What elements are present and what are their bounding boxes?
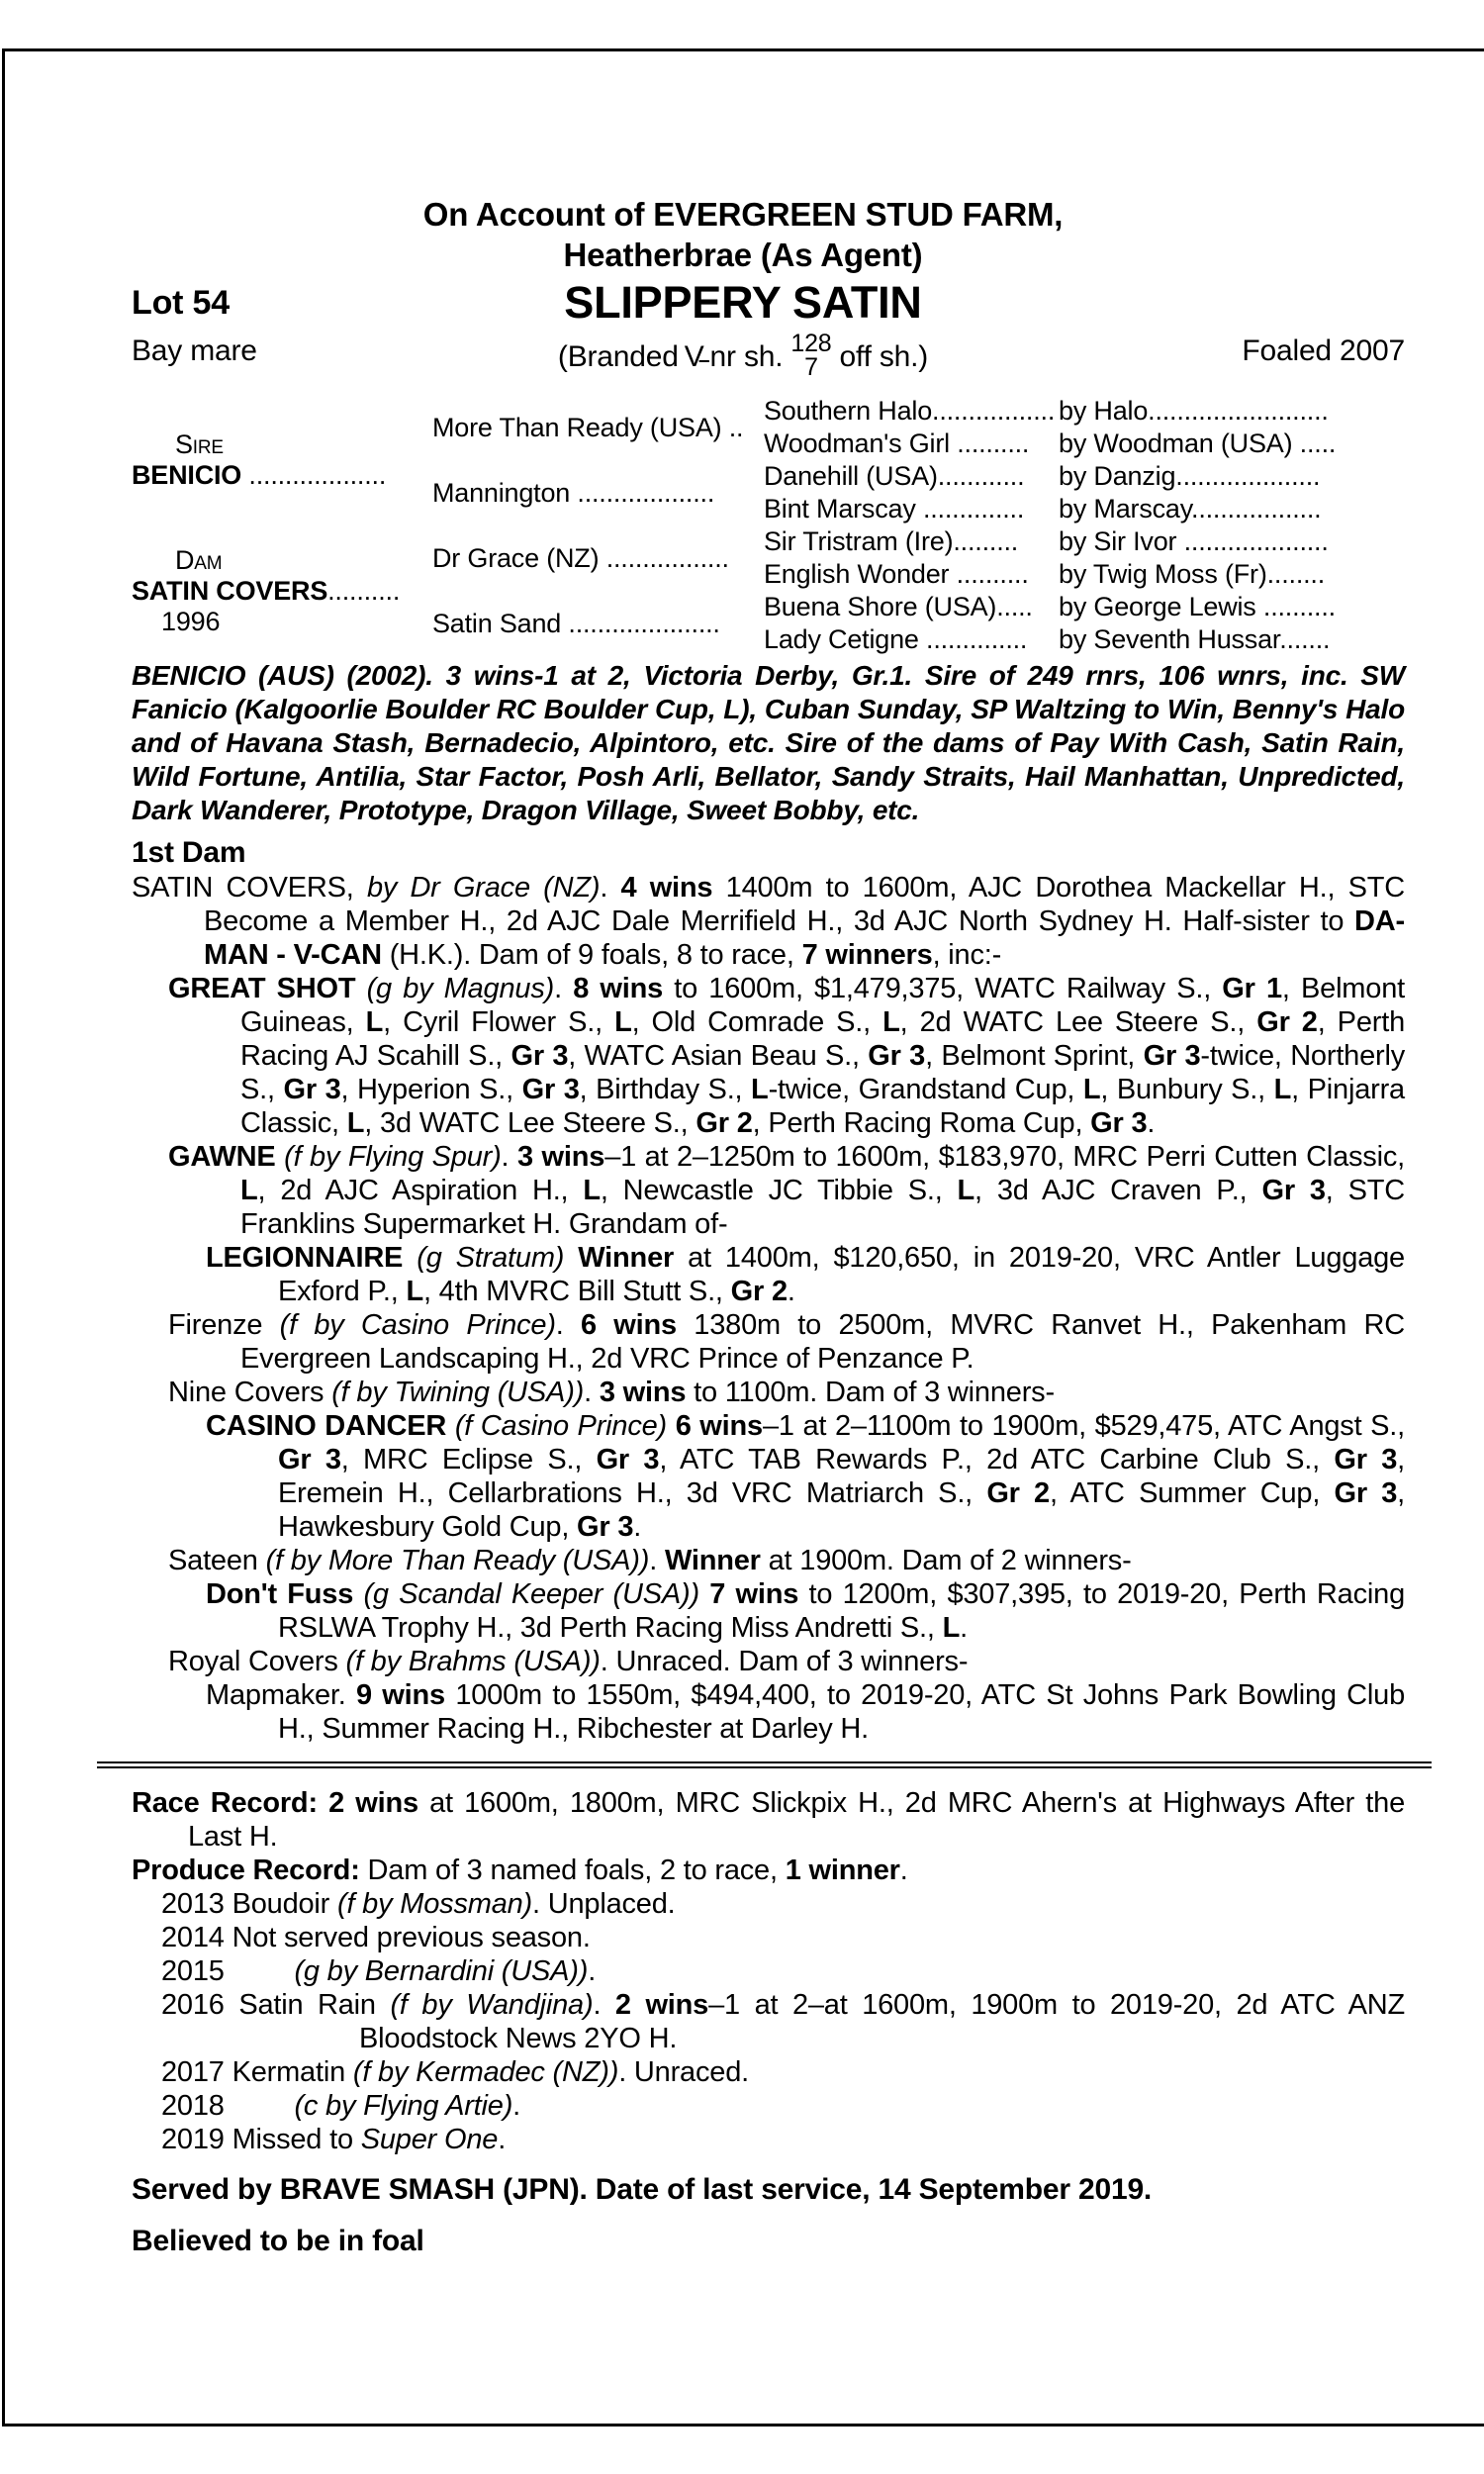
produce-entry: 2019 Missed to Super One. <box>161 2124 507 2155</box>
pedigree-gen3-item: Bint Marscay .............. <box>764 494 1025 523</box>
service-note: Served by BRAVE SMASH (JPN). Date of last service, 14 September 2019. <box>132 2173 1153 2206</box>
pedigree-table <box>132 395 1405 656</box>
dam-entry: Royal Covers (f by Brahms (USA)). Unraced. Dam of 3 winners- <box>168 1646 969 1677</box>
dam-entry: Don't Fuss (g Scandal Keeper (USA)) 7 wins to 1200m, $307,395, to 2019-20, Perth Racing RSLWA Trophy H., 3d Perth Racing Miss Andretti S., L. <box>206 1578 1405 1644</box>
dam-year: 1996 <box>161 606 221 636</box>
pedigree-gen4-item: by Twig Moss (Fr)........ <box>1059 559 1326 589</box>
brand-suffix: off sh.) <box>839 339 929 373</box>
section-divider <box>97 1761 1432 1768</box>
produce-entry: 2014 Not served previous season. <box>161 1922 591 1953</box>
sire-name: BENICIO ................... <box>132 460 387 490</box>
pedigree-gen2-item: Mannington ................... <box>432 477 715 508</box>
pedigree-gen4-item: by Halo......................... <box>1059 396 1329 426</box>
foal-status: Believed to be in foal <box>132 2225 424 2257</box>
description-row <box>5 327 1481 406</box>
first-dam-heading: 1st Dam <box>132 836 246 869</box>
dam-entry: CASINO DANCER (f Casino Prince) 6 wins–1 at 2–1100m to 1900m, $529,475, ATC Angst S., Gr 3, MRC Eclipse S., Gr 3, ATC TAB Rewards P., 2d ATC Carbine Club S., Gr 3, Eremein H., Cellarbrations H., 3d VRC Matriarch S., Gr 2, ATC Summer Cup, Gr 3, Hawkesbury Gold Cup, Gr 3. <box>206 1410 1406 1543</box>
sire-block <box>132 395 432 525</box>
produce-entry: 2017 Kermatin (f by Kermadec (NZ)). Unraced. <box>161 2056 749 2088</box>
horse-name-title: SLIPPERY SATIN <box>564 277 922 328</box>
produce-entry: 2015 (g by Bernardini (USA)). <box>161 1955 597 1987</box>
pedigree-gen2-item: Satin Sand ..................... <box>432 608 720 638</box>
vendor-account-block <box>5 194 1481 275</box>
catalogue-body <box>132 659 1405 2259</box>
dam-entry: SATIN COVERS, by Dr Grace (NZ). 4 wins 1400m to 1600m, AJC Dorothea Mackellar H., STC Become a Member H., 2d AJC Dale Merrifield H., 3d AJC North Sydney H. Half-sister to DA-MAN - V-CAN (H.K.). Dam of 9 foals, 8 to race, 7 winners, inc:- <box>132 872 1405 971</box>
pedigree-gen2-item: More Than Ready (USA) .. <box>432 412 744 442</box>
pedigree-gen4-item: by Woodman (USA) ..... <box>1059 428 1337 458</box>
produce-record-heading: Produce Record: Dam of 3 named foals, 2 to race, 1 winner. <box>132 1855 908 1886</box>
race-record: Race Record: 2 wins at 1600m, 1800m, MRC Slickpix H., 2d MRC Ahern's at Highways After the Last H. <box>132 1787 1406 1853</box>
lot-title-row <box>5 277 1481 329</box>
brand-number-fraction <box>790 332 831 379</box>
first-dam-entries <box>132 871 1405 1746</box>
sire-summary: BENICIO (AUS) (2002). 3 wins-1 at 2, Victoria Derby, Gr.1. Sire of 249 rnrs, 106 wnrs, inc. SW Fanicio (Kalgoorlie Boulder RC Boulder Cup, L), Cuban Sunday, SP Waltzing to Win, Benny's Halo and of Havana Stash, Bernadecio, Alpintoro, etc. Sire of the dams of Pay With Cash, Satin Rain, Wild Fortune, Antilia, Star Factor, Posh Arli, Bellator, Sandy Straits, Hail Manhattan, Unpredicted, Dark Wanderer, Prototype, Dragon Village, Sweet Bobby, etc. <box>132 660 1405 825</box>
pedigree-gen4-item: by Seventh Hussar....... <box>1059 624 1331 654</box>
pedigree-gen3-item: Sir Tristram (Ire)......... <box>764 526 1019 556</box>
pedigree-gen3-item: Woodman's Girl .......... <box>764 428 1030 458</box>
dam-entry: Mapmaker. 9 wins 1000m to 1550m, $494,400, to 2019-20, ATC St Johns Park Bowling Club H., Summer Racing H., Ribchester at Darley H. <box>206 1679 1406 1745</box>
dam-entry: GAWNE (f by Flying Spur). 3 wins–1 at 2–1250m to 1600m, $183,970, MRC Perri Cutten Classic, L, 2d AJC Aspiration H., L, Newcastle JC Tibbie S., L, 3d AJC Craven P., Gr 3, STC Franklins Supermarket H. Grandam of- <box>168 1141 1406 1240</box>
dam-label: Dam <box>175 544 223 575</box>
produce-record-entries <box>132 1887 1405 2156</box>
pedigree-gen2-item: Dr Grace (NZ) ................. <box>432 542 729 573</box>
dam-entry: Nine Covers (f by Twining (USA)). 3 wins to 1100m. Dam of 3 winners- <box>168 1377 1055 1408</box>
pedigree-gen3-item: Lady Cetigne .............. <box>764 624 1028 654</box>
brand-number-near: 128 <box>790 330 832 357</box>
brand-line <box>557 330 929 382</box>
colour-sex: Bay mare <box>132 334 257 367</box>
dam-name: SATIN COVERS.......... <box>132 575 401 606</box>
dam-entry: LEGIONNAIRE (g Stratum) Winner at 1400m, $120,650, in 2019-20, VRC Antler Luggage Exford P., L, 4th MVRC Bill Stutt S., Gr 2. <box>206 1242 1405 1307</box>
lot-number: Lot 54 <box>132 284 230 322</box>
produce-entry: 2016 Satin Rain (f by Wandjina). 2 wins–1 at 2–at 1600m, 1900m to 2019-20, 2d ATC ANZ Bloodstock News 2YO H. <box>161 1989 1405 2054</box>
pedigree-gen3-item: Buena Shore (USA)..... <box>764 592 1033 621</box>
pedigree-gen4-item: by Danzig.................... <box>1059 461 1321 491</box>
dam-block <box>132 525 432 656</box>
pedigree-gen3-item: Southern Halo................. <box>764 396 1056 426</box>
account-line-1: On Account of EVERGREEN STUD FARM, <box>422 196 1064 233</box>
pedigree-gen4-item: by Sir Ivor .................... <box>1059 526 1329 556</box>
pedigree-gen3-item: English Wonder .......... <box>764 559 1029 589</box>
account-line-2: Heatherbrae (As Agent) <box>563 237 923 273</box>
foaled-year: Foaled 2007 <box>1242 334 1405 367</box>
brand-mid: nr sh. <box>709 339 784 373</box>
brand-number-off: 7 <box>804 353 818 381</box>
pedigree-gen3-item: Danehill (USA)............ <box>764 461 1025 491</box>
dam-entry: GREAT SHOT (g by Magnus). 8 wins to 1600m, $1,479,375, WATC Railway S., Gr 1, Belmont Guineas, L, Cyril Flower S., L, Old Comrade S., L, 2d WATC Lee Steere S., Gr 2, Perth Racing AJ Scahill S., Gr 3, WATC Asian Beau S., Gr 3, Belmont Sprint, Gr 3-twice, Northerly S., Gr 3, Hyperion S., Gr 3, Birthday S., L-twice, Grandstand Cup, L, Bunbury S., L, Pinjarra Classic, L, 3d WATC Lee Steere S., Gr 2, Perth Racing Roma Cup, Gr 3. <box>168 973 1406 1139</box>
dam-entry: Sateen (f by More Than Ready (USA)). Winner at 1900m. Dam of 2 winners- <box>168 1545 1132 1576</box>
pedigree-gen4-item: by George Lewis .......... <box>1059 592 1336 621</box>
sire-label: Sire <box>175 429 224 459</box>
pedigree-gen4-item: by Marscay.................. <box>1059 494 1322 523</box>
produce-entry: 2018 (c by Flying Artie). <box>161 2090 521 2122</box>
brand-symbol: V̵ <box>684 339 704 373</box>
produce-entry: 2013 Boudoir (f by Mossman). Unplaced. <box>161 1888 676 1920</box>
brand-prefix: (Branded <box>557 339 679 373</box>
dam-entry: Firenze (f by Casino Prince). 6 wins 1380m to 2500m, MVRC Ranvet H., Pakenham RC Evergreen Landscaping H., 2d VRC Prince of Penzance P. <box>168 1309 1405 1375</box>
